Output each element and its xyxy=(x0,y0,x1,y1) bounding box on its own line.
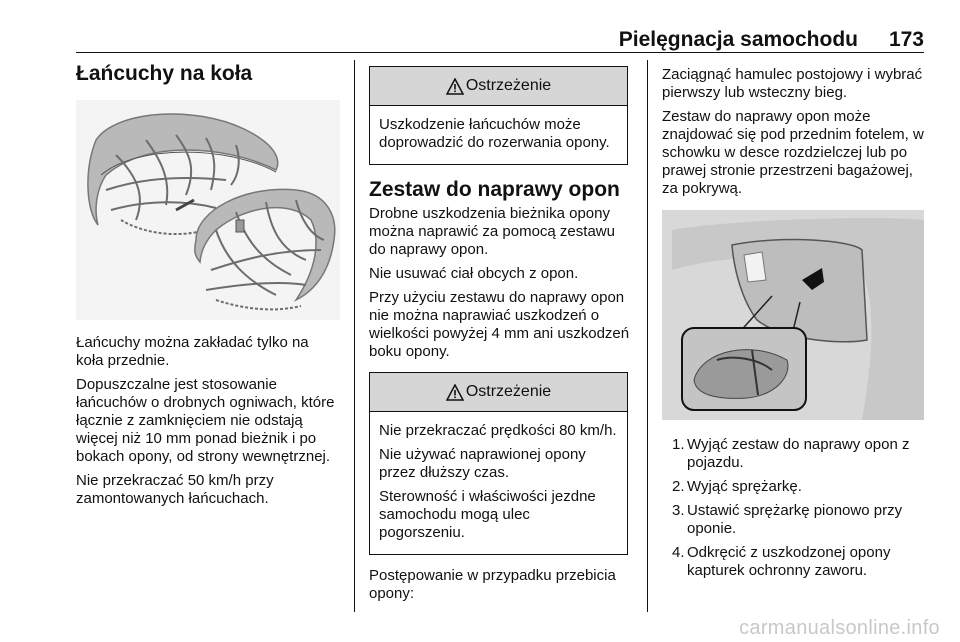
warning-text: Nie używać naprawionej opony przez dłuższy czas. xyxy=(379,446,586,481)
warning-triangle-icon xyxy=(446,78,464,95)
paragraph: Łańcuchy można zakładać tylko na koła przednie. xyxy=(76,334,309,369)
column-left xyxy=(76,60,340,508)
warning-header xyxy=(370,373,627,412)
warning-body xyxy=(370,412,627,554)
list-item: 1. Wyjąć zestaw do naprawy opon z pojazdu. xyxy=(672,436,910,471)
page-header xyxy=(76,26,924,53)
paragraph: Przy użyciu zestawu do naprawy opon nie można naprawiać uszkodzeń o wielkości powyżej 4 mm ani uszkodzeń boku opony. xyxy=(369,289,630,360)
paragraph: Nie przekraczać 50 km/h przy zamontowanych łańcuchach. xyxy=(76,472,274,507)
paragraph: Nie usuwać ciał obcych z opon. xyxy=(369,265,579,282)
column-divider xyxy=(647,60,648,612)
snow-chains-drawing xyxy=(76,100,340,320)
warning-title: Ostrzeżenie xyxy=(465,77,552,94)
warning-text: Sterowność i właściwości jezdne samochodu mogą ulec pogorszeniu. xyxy=(379,488,596,541)
column-divider xyxy=(354,60,355,612)
section-heading-snow-chains: Łańcuchy na koła xyxy=(76,62,253,85)
section-heading-tyre-repair-kit: Zestaw do naprawy opon xyxy=(369,178,620,201)
luggage-compartment-drawing xyxy=(662,210,924,420)
warning-text: Uszkodzenie łańcuchów może doprowadzić do rozerwania opony. xyxy=(379,116,610,151)
repair-kit-illustration xyxy=(662,210,924,420)
list-item: 3. Ustawić sprężarkę pionowo przy oponie. xyxy=(672,502,903,537)
paragraph: Dopuszczalne jest stosowanie łańcuchów o drobnych ogniwach, które łącznie z zamknięciem nie odstają więcej niż 10 mm ponad bieżnik i po bokach opony, od strony wewnętrznej. xyxy=(76,376,335,465)
warning-body xyxy=(370,106,627,164)
page-number: 173 xyxy=(888,28,924,51)
warning-box xyxy=(369,66,628,165)
column-middle xyxy=(369,66,633,603)
paragraph: Zestaw do naprawy opon może znajdować się pod przednim fotelem, w schowku w desce rozdzielczej lub po prawej stronie przestrzeni bagażowej, za pokrywą. xyxy=(662,108,924,197)
paragraph: Zaciągnąć hamulec postojowy i wybrać pierwszy lub wsteczny bieg. xyxy=(662,66,923,101)
warning-triangle-icon xyxy=(446,384,464,401)
watermark: carmanualsonline.info xyxy=(739,617,940,639)
warning-title: Ostrzeżenie xyxy=(465,383,552,400)
page-title: Pielęgnacja samochodu xyxy=(618,28,858,51)
paragraph: Postępowanie w przypadku przebicia opony: xyxy=(369,567,616,602)
warning-header xyxy=(370,67,627,106)
list-item: 2. Wyjąć sprężarkę. xyxy=(672,478,802,495)
snow-chains-illustration xyxy=(76,100,340,320)
warning-text: Nie przekraczać prędkości 80 km/h. xyxy=(379,422,617,439)
column-right xyxy=(662,66,926,580)
warning-box xyxy=(369,372,628,555)
list-item: 4. Odkręcić z uszkodzonej opony kapturek ochronny zaworu. xyxy=(672,544,891,579)
steps-list xyxy=(662,436,926,580)
paragraph: Drobne uszkodzenia bieżnika opony można naprawić za pomocą zestawu do naprawy opon. xyxy=(369,205,615,258)
